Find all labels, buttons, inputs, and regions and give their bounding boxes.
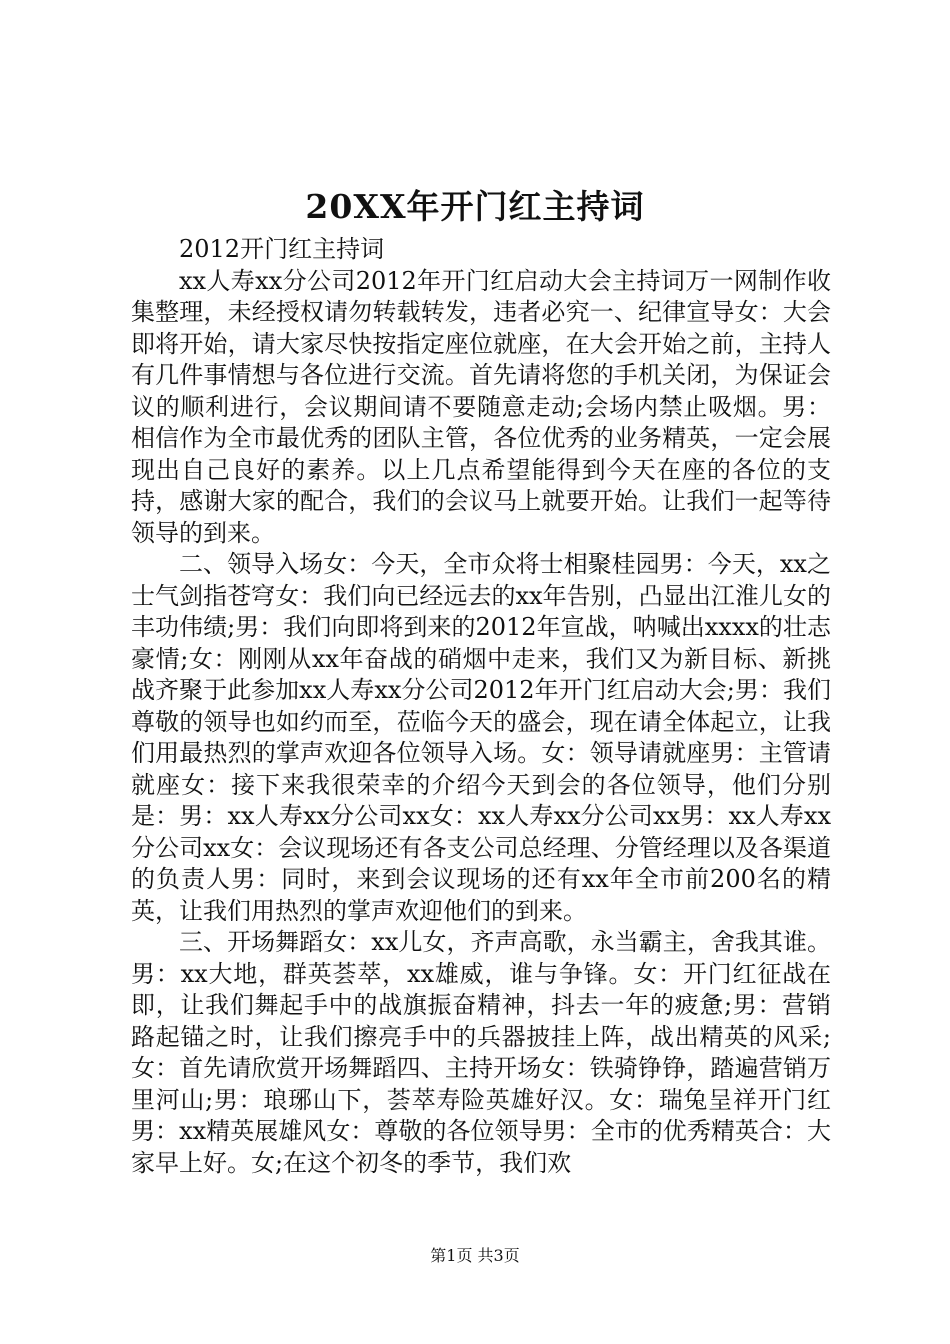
- paragraph-intro: xx人寿xx分公司2012年开门红启动大会主持词万一网制作收集整理，未经授权请勿转载转发，违者必究一、纪律宣导女：大会即将开始，请大家尽快按指定座位就座，在大会开始之前，主持人有几件事情想与各位进行交流。首先请将您的手机关闭，为保证会议的顺利进行，会议期间请不要随意走动;会场内禁止吸烟。男：相信作为全市最优秀的团队主管，各位优秀的业务精英，一定会展现出自己良好的素养。以上几点希望能得到今天在座的各位的支持，感谢大家的配合，我们的会议马上就要开始。让我们一起等待领导的到来。: [131, 266, 831, 547]
- paragraph-section-3: 三、开场舞蹈女：xx儿女，齐声高歌，永当霸主，舍我其谁。男：xx大地，群英荟萃，xx雄威，谁与争锋。女：开门红征战在即，让我们舞起手中的战旗振奋精神，抖去一年的疲惫;男：营销路起锚之时，让我们擦亮手中的兵器披挂上阵，战出精英的风采;女：首先请欣赏开场舞蹈四、主持开场女：铁骑铮铮，踏遍营销万里河山;男：琅琊山下，荟萃寿险英雄好汉。女：瑞兔呈祥开门红男：xx精英展雄风女：尊敬的各位领导男：全市的优秀精英合：大家早上好。女;在这个初冬的季节，我们欢: [131, 928, 831, 1177]
- page-footer: 第1页 共3页: [430, 1246, 520, 1265]
- document-title: 20XX年开门红主持词: [305, 187, 645, 226]
- paragraph-section-2: 二、领导入场女：今天，全市众将士相聚桂园男：今天，xx之士气剑指苍穹女：我们向已经远去的xx年告别，凸显出江淮儿女的丰功伟绩;男：我们向即将到来的2012年宣战，呐喊出xxxx的壮志豪情;女：刚刚从xx年奋战的硝烟中走来，我们又为新目标、新挑战齐聚于此参加xx人寿xx分公司2012年开门红启动大会;男：我们尊敬的领导也如约而至，莅临今天的盛会，现在请全体起立，让我们用最热烈的掌声欢迎各位领导入场。女：领导请就座男：主管请就座女：接下来我很荣幸的介绍今天到会的各位领导，他们分别是：男：xx人寿xx分公司xx女：xx人寿xx分公司xx男：xx人寿xx分公司xx女：会议现场还有各支公司总经理、分管经理以及各渠道的负责人男：同时，来到会议现场的还有xx年全市前200名的精英，让我们用热烈的掌声欢迎他们的到来。: [131, 550, 831, 925]
- paragraph-subtitle: 2012开门红主持词: [179, 235, 385, 263]
- document-body: [131, 234, 831, 1179]
